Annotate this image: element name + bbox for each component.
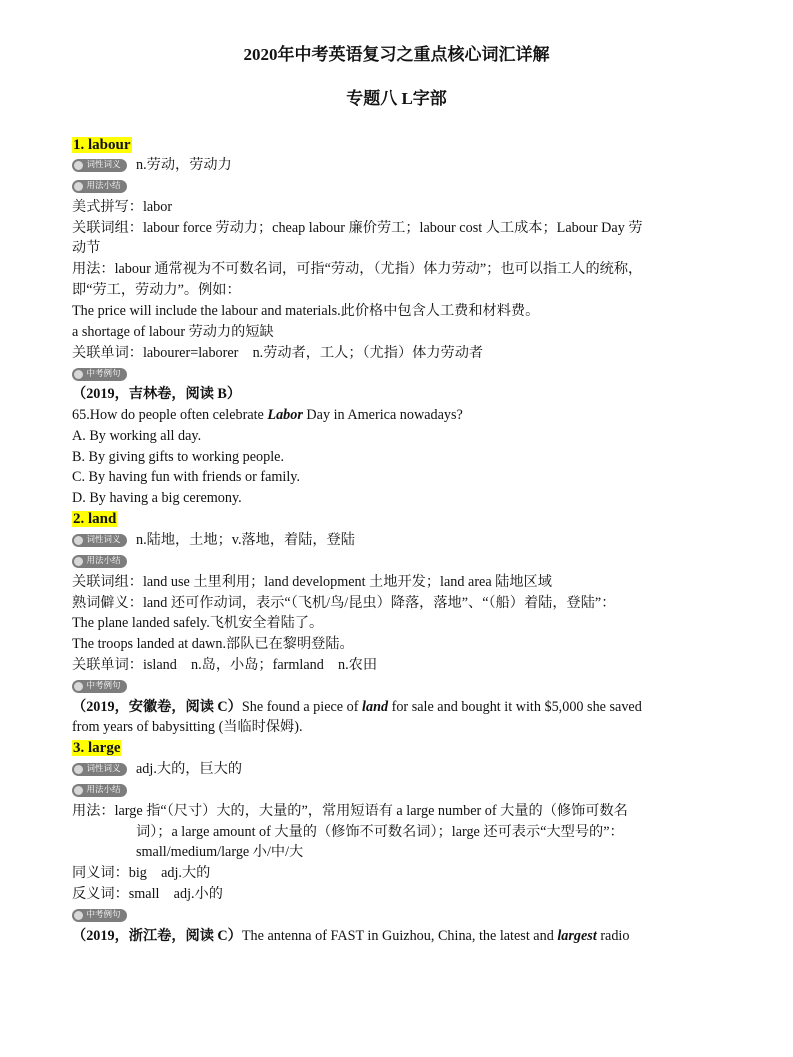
land-meaning: n.陆地，土地；v.落地，着陆，登陆 <box>136 532 355 548</box>
example-badge-icon: 中考例句 <box>72 368 127 381</box>
heading-highlight: 3. large <box>73 740 121 756</box>
labour-usage-line2: 即“劳工，劳动力”。例如： <box>72 282 241 298</box>
page-title: 2020年中考英语复习之重点核心词汇详解 <box>243 45 550 64</box>
labour-phrases-line1: 关联词组：labour force 劳动力；cheap labour 廉价劳工；labour cost 人工成本；Labour Day 劳 <box>72 220 643 236</box>
example-badge-icon: 中考例句 <box>72 680 127 693</box>
labour-meaning: n.劳动，劳动力 <box>136 157 232 173</box>
entry-heading-large <box>72 738 121 758</box>
large-exam-line1: （2019，浙江卷，阅读 C）The antenna of FAST in Guizhou, China, the latest and largest radio <box>72 928 630 944</box>
meaning-badge-icon: 词性词义 <box>72 159 127 172</box>
labour-related: 关联单词：labourer=laborer n.劳动者，工人；（尤指）体力劳动者 <box>72 345 484 361</box>
keyword: land <box>362 699 389 715</box>
labour-option-b: B. By giving gifts to working people. <box>72 449 285 465</box>
labour-option-c: C. By having fun with friends or family. <box>72 469 301 485</box>
land-example-1: The plane landed safely.飞机安全着陆了。 <box>72 615 324 631</box>
land-usage-badge-row <box>72 551 127 571</box>
usage-badge-icon: 用法小结 <box>72 180 127 193</box>
land-phrases: 关联词组：land use 土里利用；land development 土地开发；land area 陆地区域 <box>72 574 552 590</box>
example-badge-icon: 中考例句 <box>72 909 127 922</box>
labour-option-d: D. By having a big ceremony. <box>72 490 242 506</box>
land-example-2: The troops landed at dawn.部队已在黎明登陆。 <box>72 636 354 652</box>
entry-heading-labour <box>72 135 132 155</box>
labour-example-badge-row <box>72 364 127 384</box>
labour-spelling: 美式拼写：labor <box>72 199 173 215</box>
labour-exam-question: 65.How do people often celebrate Labor Day in America nowadays? <box>72 407 463 423</box>
large-antonym: 反义词：small adj.小的 <box>72 886 223 902</box>
large-usage-line1: 用法：large 指“（尺寸）大的，大量的”，常用短语有 a large number of 大量的（修饰可数名 <box>72 803 628 819</box>
usage-badge-icon: 用法小结 <box>72 784 127 797</box>
large-usage-badge-row <box>72 780 127 800</box>
large-meaning-row <box>72 759 242 779</box>
labour-phrases-line2: 动节 <box>72 240 101 256</box>
heading-highlight: 2. land <box>73 511 117 527</box>
large-usage-line2: 词）；a large amount of 大量的（修饰不可数名词）；large 还可表示“大型号的”： <box>136 824 624 840</box>
meaning-badge-icon: 词性词义 <box>72 763 127 776</box>
land-exam-source: （2019，安徽卷，阅读 C） <box>72 699 242 715</box>
large-example-badge-row <box>72 905 127 925</box>
labour-option-a: A. By working all day. <box>72 428 202 444</box>
land-example-badge-row <box>72 676 127 696</box>
page-subtitle: 专题八 L字部 <box>346 89 447 108</box>
labour-usage-badge-row <box>72 176 127 196</box>
land-familiar-meaning: 熟词僻义：land 还可作动词，表示“（飞机/鸟/昆虫）降落，落地”、“（船）着陆，登陆”： <box>72 595 616 611</box>
usage-badge-icon: 用法小结 <box>72 555 127 568</box>
land-exam-line2: from years of babysitting (当临时保姆). <box>72 719 303 735</box>
land-related: 关联单词：island n.岛，小岛；farmland n.农田 <box>72 657 378 673</box>
labour-meaning-row <box>72 155 232 175</box>
meaning-badge-icon: 词性词义 <box>72 534 127 547</box>
large-synonym: 同义词：big adj.大的 <box>72 865 211 881</box>
keyword: largest <box>557 928 597 944</box>
labour-exam-source: （2019，吉林卷，阅读 B） <box>72 386 242 402</box>
land-exam-line1: （2019，安徽卷，阅读 C）She found a piece of land for sale and bought it with $5,000 she saved <box>72 699 642 715</box>
large-exam-source: （2019，浙江卷，阅读 C） <box>72 928 242 944</box>
heading-highlight: 1. labour <box>73 137 131 153</box>
entry-heading-land <box>72 509 117 529</box>
labour-example-1: The price will include the labour and materials.此价格中包含人工费和材料费。 <box>72 303 540 319</box>
land-meaning-row <box>72 530 355 550</box>
keyword: Labor <box>267 407 303 423</box>
large-meaning: adj.大的，巨大的 <box>136 761 243 777</box>
large-usage-line3: small/medium/large 小/中/大 <box>136 844 304 860</box>
labour-usage-line1: 用法：labour 通常视为不可数名词，可指“劳动，（尤指）体力劳动”；也可以指工人的统称， <box>72 261 643 277</box>
labour-example-2: a shortage of labour 劳动力的短缺 <box>72 324 274 340</box>
